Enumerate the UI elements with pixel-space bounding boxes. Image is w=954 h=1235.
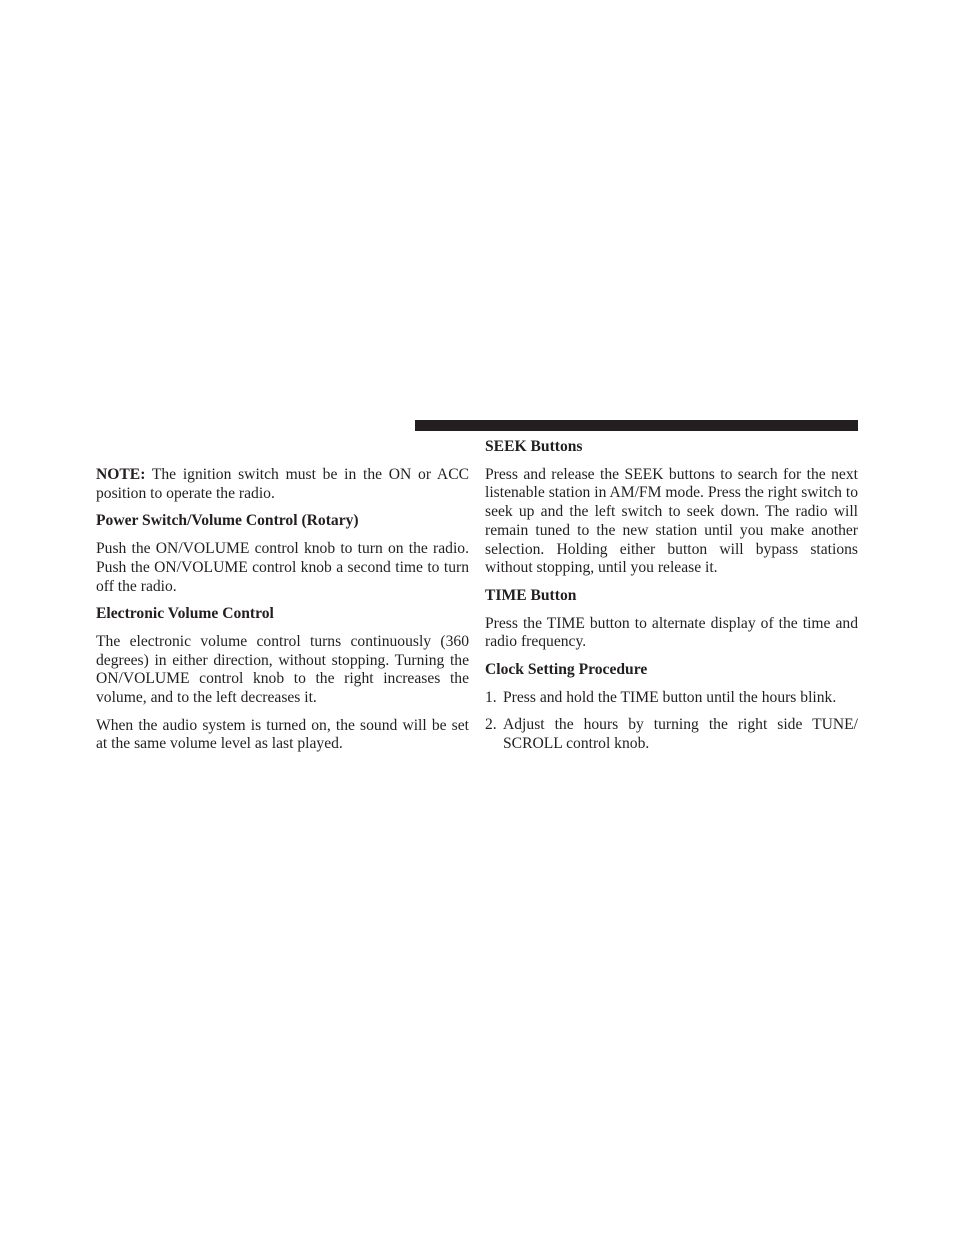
step-text: Press and hold the TIME button until the hours blink.	[503, 688, 837, 706]
clock-setting-heading: Clock Setting Procedure	[485, 661, 648, 679]
step-text: Adjust the hours by turning the right side TUNE/ SCROLL control knob.	[503, 716, 858, 753]
list-item	[485, 716, 858, 753]
note-text: The ignition switch must be in the ON or ACC position to operate the radio.	[96, 466, 469, 502]
time-button-heading: TIME Button	[485, 586, 577, 604]
seek-buttons-paragraph: Press and release the SEEK buttons to search for the next listenable station in AM/FM mode. Press the right switch to seek up and the left switch to seek down. The radio will remain tuned to the new station until you make another selection. Holding either button will bypass stations without stopping, until you release it.	[485, 465, 858, 577]
audio-system-paragraph: When the audio system is turned on, the sound will be set at the same volume level as last played.	[96, 716, 469, 753]
electronic-volume-heading: Electronic Volume Control	[96, 605, 274, 623]
time-button-paragraph: Press the TIME button to alternate display of the time and radio frequency.	[485, 614, 858, 651]
electronic-volume-paragraph: The electronic volume control turns continuously (360 degrees) in either direction, without stopping. Turning the ON/VOLUME control knob to the right increases the volume, and to the left decreases it.	[96, 632, 469, 707]
step-number: 2.	[485, 716, 497, 734]
right-column	[485, 438, 858, 754]
left-column	[96, 466, 469, 754]
seek-buttons-heading: SEEK Buttons	[485, 438, 583, 455]
list-item	[485, 689, 858, 708]
note-paragraph	[96, 466, 469, 503]
section-header-bar	[415, 420, 858, 431]
power-switch-paragraph: Push the ON/VOLUME control knob to turn on the radio. Push the ON/VOLUME control knob a second time to turn off the radio.	[96, 540, 469, 595]
step-number: 1.	[485, 688, 497, 706]
clock-steps-list	[485, 689, 858, 754]
power-switch-heading: Power Switch/Volume Control (Rotary)	[96, 512, 359, 530]
note-label: NOTE:	[96, 466, 146, 483]
